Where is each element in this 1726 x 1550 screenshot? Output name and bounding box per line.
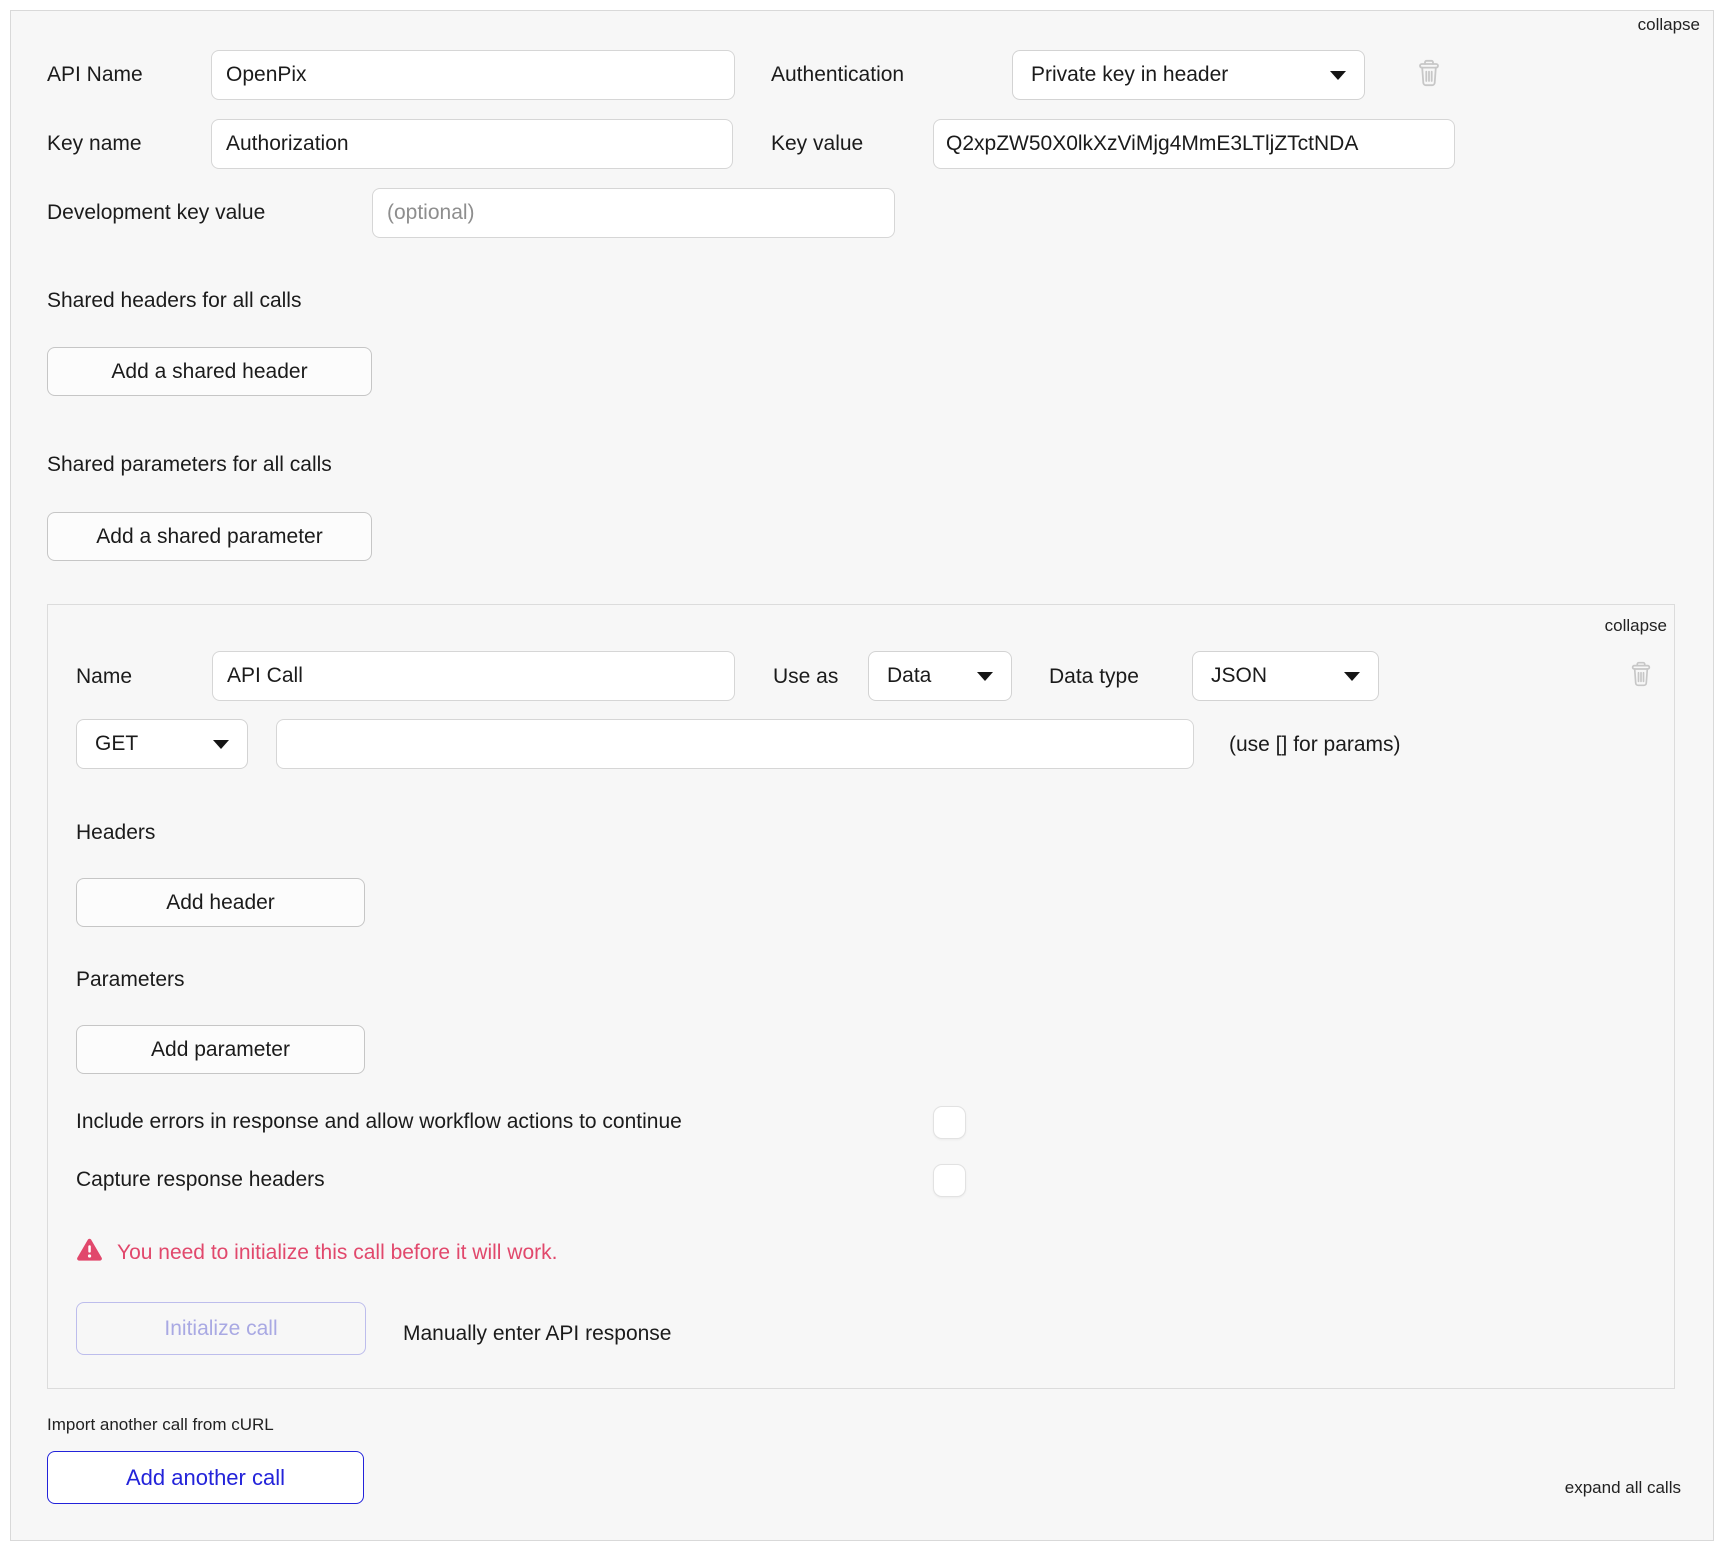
add-shared-parameter-button[interactable]: Add a shared parameter bbox=[47, 512, 372, 561]
key-value-label: Key value bbox=[771, 132, 864, 155]
initialize-call-button[interactable]: Initialize call bbox=[76, 1302, 366, 1355]
include-errors-label: Include errors in response and allow workflow actions to continue bbox=[76, 1110, 682, 1133]
capture-response-headers-checkbox[interactable] bbox=[933, 1164, 966, 1197]
call-headers-title: Headers bbox=[76, 821, 156, 844]
call-name-input[interactable] bbox=[212, 651, 735, 701]
add-parameter-button[interactable]: Add parameter bbox=[76, 1025, 365, 1074]
shared-parameters-title: Shared parameters for all calls bbox=[47, 453, 332, 476]
delete-api-button[interactable] bbox=[1415, 58, 1443, 88]
data-type-label: Data type bbox=[1049, 665, 1139, 688]
data-type-select[interactable] bbox=[1192, 651, 1379, 701]
collapse-call-link[interactable]: collapse bbox=[1604, 616, 1667, 635]
authentication-select-value: Private key in header bbox=[1031, 63, 1229, 86]
data-type-select-value: JSON bbox=[1211, 664, 1268, 687]
add-shared-header-button[interactable]: Add a shared header bbox=[47, 347, 372, 396]
add-another-call-button[interactable]: Add another call bbox=[47, 1451, 364, 1504]
warning-icon bbox=[76, 1238, 103, 1262]
capture-response-headers-label: Capture response headers bbox=[76, 1168, 325, 1191]
authentication-label: Authentication bbox=[771, 63, 905, 86]
use-as-select[interactable] bbox=[868, 651, 1012, 701]
key-name-input[interactable] bbox=[211, 119, 733, 169]
call-name-label: Name bbox=[76, 665, 133, 688]
call-parameters-title: Parameters bbox=[76, 968, 185, 991]
params-hint: (use [] for params) bbox=[1229, 733, 1401, 756]
delete-call-button[interactable] bbox=[1628, 660, 1654, 688]
http-method-select-value: GET bbox=[95, 732, 139, 755]
manual-response-link[interactable]: Manually enter API response bbox=[403, 1322, 672, 1345]
chevron-down-icon bbox=[1344, 672, 1360, 681]
chevron-down-icon bbox=[213, 740, 229, 749]
key-name-label: Key name bbox=[47, 132, 142, 155]
api-name-label: API Name bbox=[47, 63, 143, 86]
api-name-input[interactable] bbox=[211, 50, 735, 100]
call-url-input[interactable] bbox=[276, 719, 1194, 769]
use-as-label: Use as bbox=[773, 665, 839, 688]
trash-icon bbox=[1415, 58, 1443, 88]
trash-icon bbox=[1628, 660, 1654, 688]
shared-headers-title: Shared headers for all calls bbox=[47, 289, 302, 312]
import-curl-link[interactable]: Import another call from cURL bbox=[47, 1415, 274, 1434]
http-method-select[interactable] bbox=[76, 719, 248, 769]
chevron-down-icon bbox=[977, 672, 993, 681]
initialize-warning-text: You need to initialize this call before it will work. bbox=[117, 1241, 558, 1264]
chevron-down-icon bbox=[1330, 71, 1346, 80]
authentication-select[interactable] bbox=[1012, 50, 1365, 100]
add-header-button[interactable]: Add header bbox=[76, 878, 365, 927]
development-key-label: Development key value bbox=[47, 201, 266, 224]
expand-all-calls-link[interactable]: expand all calls bbox=[1564, 1478, 1681, 1497]
key-value-input[interactable] bbox=[933, 119, 1455, 169]
use-as-select-value: Data bbox=[887, 664, 932, 687]
development-key-input[interactable] bbox=[372, 188, 895, 238]
collapse-api-link[interactable]: collapse bbox=[1637, 15, 1700, 34]
include-errors-checkbox[interactable] bbox=[933, 1106, 966, 1139]
